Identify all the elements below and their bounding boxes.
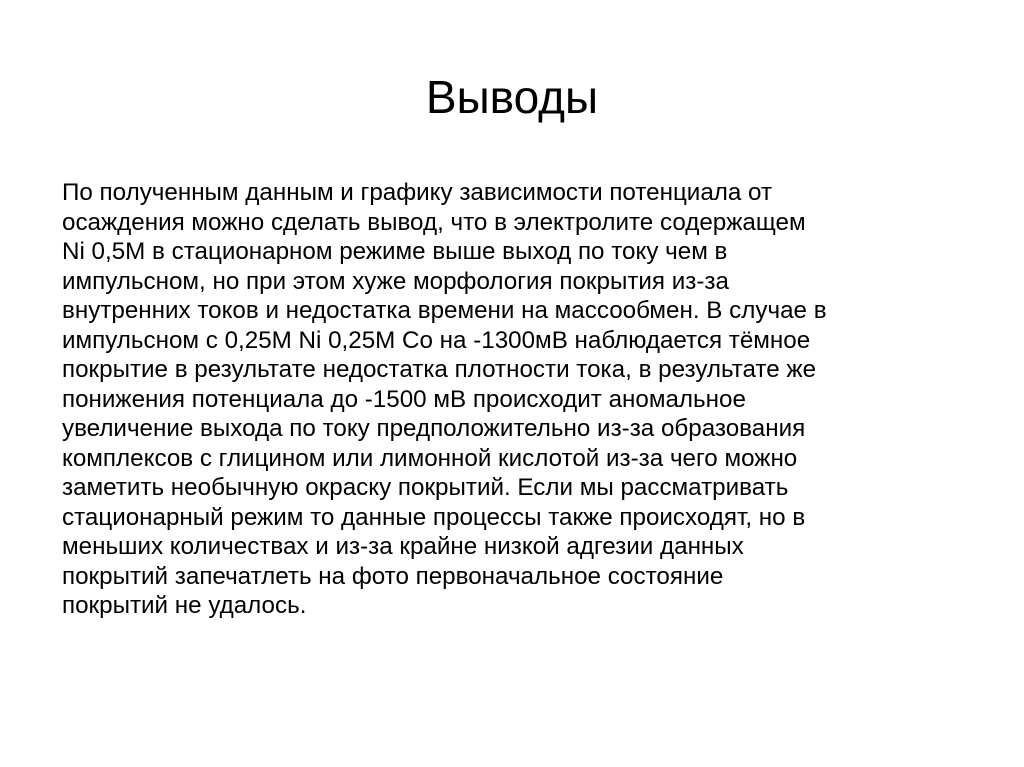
slide-body-text: По полученным данным и графику зависимости потенциала от осаждения можно сделать вывод, что в электролите содержащем Ni 0,5M в стационарном режиме выше выход по току чем в импульсном, но при этом хуже морфология покрытия из-за внутренних токов и недостатка времени на массообмен. В случае в импульсном с 0,25M Ni 0,25M Co на -1300мВ наблюдается тёмное покрытие в результате недостатка плотности тока, в результате же понижения потенциала до -1500 мВ происходит аномальное увеличение выхода по току предположительно из-за образования комплексов с глицином или лимонной кислотой из-за чего можно заметить необычную окраску покрытий. Если мы рассматривать стационарный режим то данные процессы также происходят, но в меньших количествах и из-за крайне низкой адгезии данных покрытий запечатлеть на фото первоначальное состояние покрытий не удалось. (62, 179, 827, 619)
slide-title: Выводы (425, 71, 599, 123)
